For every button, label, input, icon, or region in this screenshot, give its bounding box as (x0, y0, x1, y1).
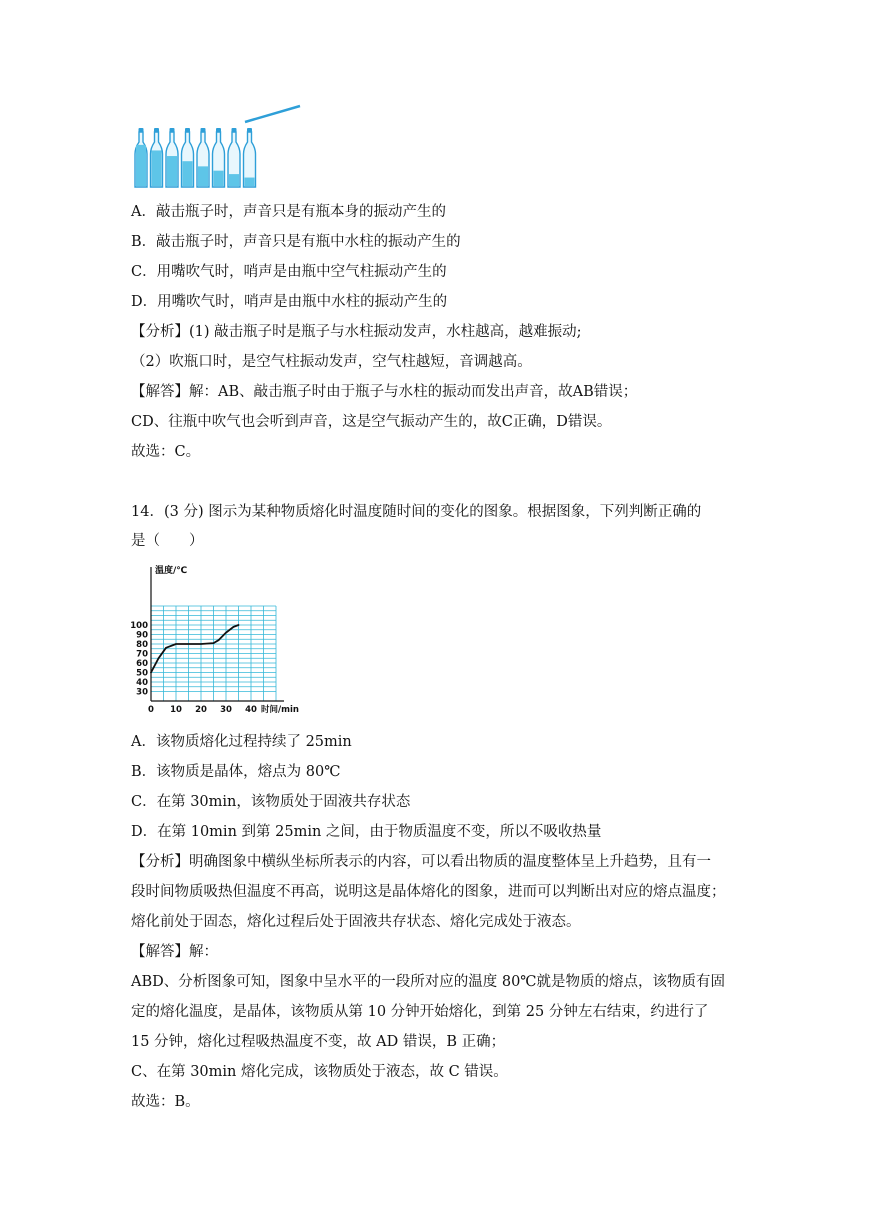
y-tick-label: 50 (136, 668, 148, 679)
straw (245, 106, 300, 122)
q14-option-a: A．该物质熔化过程持续了 25min (131, 734, 352, 750)
q13-answer-1: 【解答】解：AB、敲击瓶子时由于瓶子与水柱的振动而发出声音，故AB错误； (131, 384, 638, 400)
bottle (228, 128, 240, 187)
q14-option-b: B．该物质是晶体，熔点为 80℃ (131, 764, 341, 780)
x-tick-label: 0 (148, 705, 154, 715)
y-tick-label: 80 (136, 640, 148, 650)
y-tick-label: 100 (130, 621, 148, 631)
x-tick-label: 40 (245, 705, 257, 715)
x-tick-label: 10 (170, 705, 182, 715)
bottle (244, 128, 256, 187)
y-tick-label: 40 (136, 678, 148, 688)
melting-curve-chart (130, 561, 313, 721)
q13-analysis-1: 【分析】(1) 敲击瓶子时是瓶子与水柱振动发声，水柱越高，越难振动; (131, 324, 582, 340)
q13-answer-2: CD、往瓶中吹气也会听到声音，这是空气振动产生的，故C正确，D错误。 (131, 414, 612, 430)
y-axis-label: 温度/℃ (155, 566, 188, 576)
q13-option-a: A．敲击瓶子时，声音只是有瓶本身的振动产生的 (131, 204, 446, 220)
y-tick-label: 90 (136, 630, 148, 641)
q14-stem-1: 14．(3 分) 图示为某种物质熔化时温度随时间的变化的图象。根据图象，下列判断正确的 (131, 504, 702, 520)
bottle (197, 128, 209, 187)
bottle (135, 128, 147, 187)
q14-answer-2: 定的熔化温度，是晶体，该物质从第 10 分钟开始熔化，到第 25 分钟左右结束，约进行了 (131, 1004, 709, 1020)
bottle (166, 128, 178, 187)
bottle (151, 128, 163, 187)
bottles-figure (132, 102, 312, 192)
q13-option-c: C．用嘴吹气时，哨声是由瓶中空气柱振动产生的 (131, 264, 447, 280)
q13-choice: 故选：C。 (131, 444, 201, 460)
q14-choice: 故选：B。 (131, 1094, 200, 1110)
q14-answer-1: ABD、分析图象可知，图象中呈水平的一段所对应的温度 80℃就是物质的熔点，该物质有固 (131, 974, 726, 990)
q14-answer-head: 【解答】解： (131, 944, 218, 960)
x-tick-label: 30 (220, 705, 232, 715)
q14-answer-3: 15 分钟，熔化过程吸热温度不变，故 AD 错误，B 正确； (131, 1034, 506, 1050)
q13-analysis-2: （2）吹瓶口时，是空气柱振动发声，空气柱越短，音调越高。 (131, 354, 532, 370)
q14-answer-4: C、在第 30min 熔化完成，该物质处于液态，故 C 错误。 (131, 1064, 508, 1080)
y-tick-label: 60 (136, 659, 148, 669)
y-tick-label: 30 (136, 687, 148, 698)
q14-option-c: C．在第 30min，该物质处于固液共存状态 (131, 794, 411, 810)
q14-analysis-2: 段时间物质吸热但温度不再高，说明这是晶体熔化的图象，进而可以判断出对应的熔点温度； (131, 884, 726, 900)
bottle (213, 128, 225, 187)
q14-analysis-1: 【分析】明确图象中横纵坐标所表示的内容，可以看出物质的温度整体呈上升趋势，且有一 (131, 854, 711, 870)
q14-analysis-3: 熔化前处于固态，熔化过程后处于固液共存状态、熔化完成处于液态。 (131, 914, 581, 930)
q13-option-d: D．用嘴吹气时，哨声是由瓶中水柱的振动产生的 (131, 294, 448, 310)
q14-stem-2: 是（ ） (131, 533, 204, 549)
y-tick-label: 70 (136, 649, 148, 660)
q14-option-d: D．在第 10min 到第 25min 之间，由于物质温度不变，所以不吸收热量 (131, 824, 602, 840)
bottle (182, 128, 194, 187)
q13-option-b: B．敲击瓶子时，声音只是有瓶中水柱的振动产生的 (131, 234, 461, 250)
x-axis-label: 时间/min (261, 705, 299, 715)
x-tick-label: 20 (195, 705, 207, 715)
